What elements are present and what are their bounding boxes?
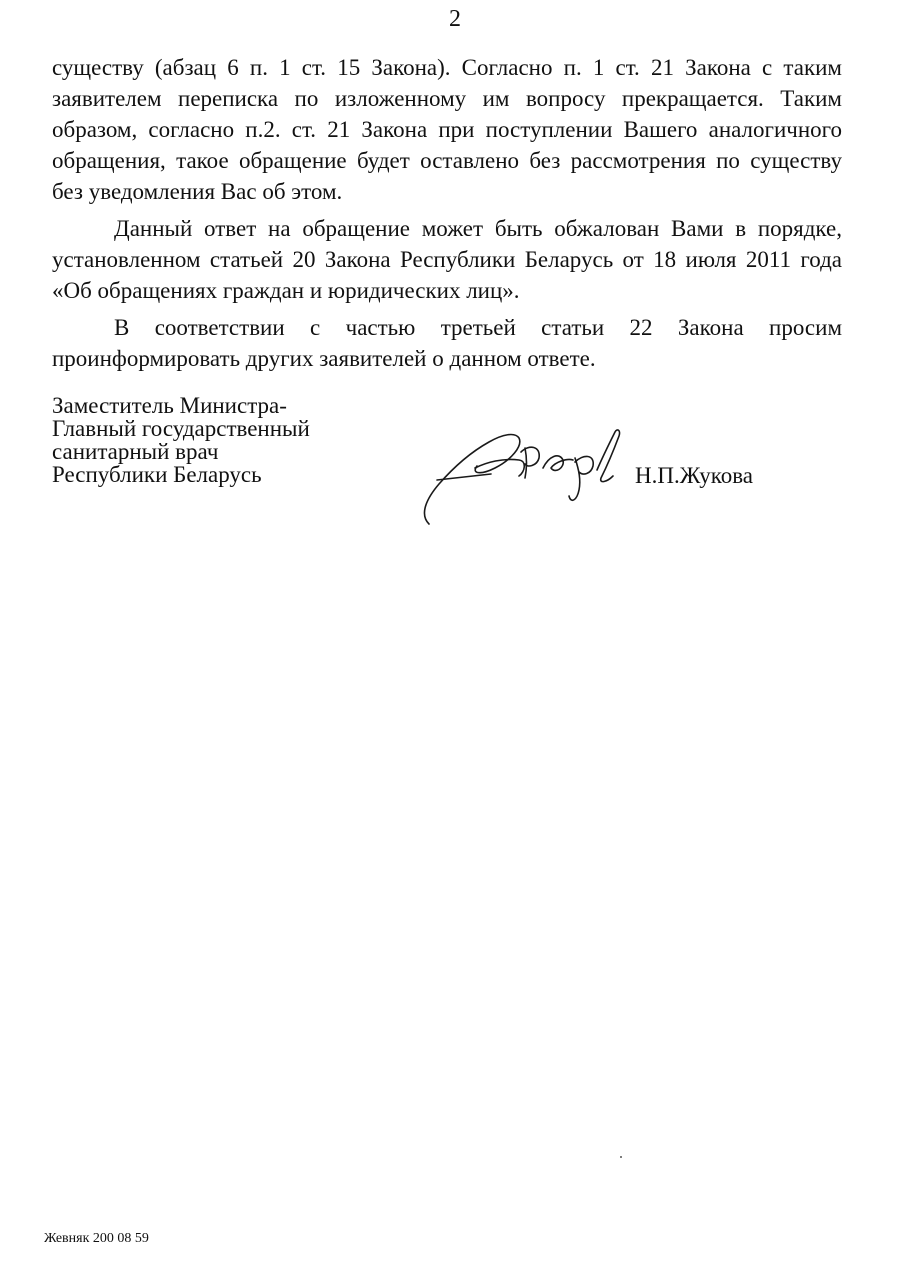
letter-body — [52, 52, 842, 380]
signatory-title-line: Республики Беларусь — [52, 462, 262, 487]
signatory-title-line: Главный государственный — [52, 416, 310, 441]
signer-name: Н.П.Жукова — [635, 463, 753, 488]
handwritten-signature — [415, 418, 630, 528]
paragraph-inform-others: В соответствии с частью третьей статьи 22 Закона просим проинформировать других заявителей о данном ответе. — [52, 315, 842, 371]
paragraph-continuation: существу (абзац 6 п. 1 ст. 15 Закона). Согласно п. 1 ст. 21 Закона с таким заявителем переписка по изложенному им вопросу прекращается. Таким образом, согласно п.2. ст. 21 Закона при поступлении Вашего аналогичного обращения, такое обращение будет оставлено без рассмотрения по существу без уведомления Вас об этом. — [52, 55, 842, 204]
executor-note: Жевняк 200 08 59 — [44, 1231, 149, 1246]
scan-speck — [620, 1156, 622, 1158]
signatory-title-line: санитарный врач — [52, 439, 219, 464]
signatory-title-line: Заместитель Министра- — [52, 393, 287, 418]
signatory-title — [52, 394, 372, 486]
page-number: 2 — [449, 6, 461, 32]
paragraph-appeal-rights: Данный ответ на обращение может быть обжалован Вами в порядке, установленном статьей 20 Закона Республики Беларусь от 18 июля 2011 года «Об обращениях граждан и юридических лиц». — [52, 216, 842, 303]
